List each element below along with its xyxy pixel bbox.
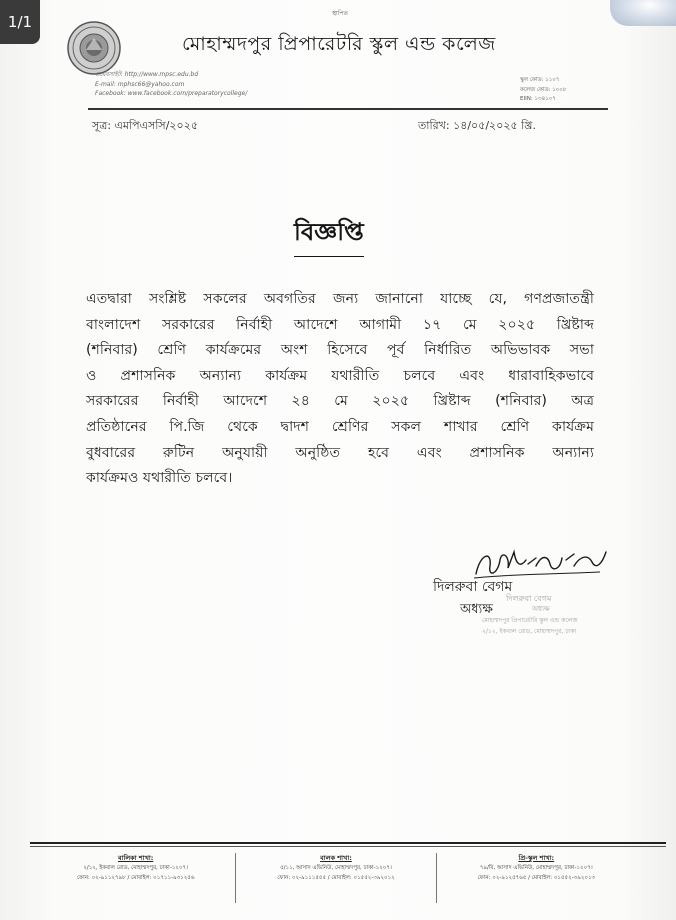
stamp-name: দিলরুবা বেগম — [506, 594, 552, 603]
signatory-name: দিলরুবা বেগম — [433, 579, 513, 595]
top-note: স্থাপিত — [331, 10, 348, 17]
stamp-title: অধ্যক্ষ — [532, 605, 550, 613]
page-counter: 1/1 — [0, 0, 40, 44]
notice-body — [86, 287, 594, 492]
campus-block — [436, 853, 636, 903]
campus-phone: ফোন: ০২-৯১২৫৭৬৫ / মোবাইল: ০১৫৫২-৩৯২০১৩ — [477, 875, 596, 881]
school-code: স্কুল কোড: ১১০৭ — [520, 77, 560, 83]
campus-address: ৫/১১, আসাদ এভিনিউ, মোহাম্মদপুর, ঢাকা-১২০৭। — [280, 865, 392, 871]
stamp-institution: মোহাম্মদপুর প্রিপারেটরি স্কুল এন্ড কলেজ — [482, 617, 578, 624]
corner-object — [610, 0, 676, 26]
campus-name: বালক শাখা: — [320, 854, 352, 862]
reference-number: সূত্র: এমপিএসসি/২০২৫ — [92, 119, 198, 132]
campus-phone: ফোন: ০২-৯১১২৭৯৮ / মোবাইল: ০১৭১১-৯৩১২৫৬ — [76, 875, 195, 881]
header-divider — [88, 108, 608, 110]
body-line: সরকারের নির্বাহী আদেশে ২৪ মে ২০২৫ খ্রিষ্টাব্দ (শনিবার) অত্র — [86, 393, 594, 410]
body-line: প্রতিষ্ঠানের পি.জি থেকে দ্বাদশ শ্রেণির সকল শাখার শ্রেণি কার্যক্রম — [86, 418, 594, 435]
notice-heading: বিজ্ঞপ্তি — [294, 214, 364, 257]
website-text: ওয়েবসাইট: http://www.mpsc.edu.bd — [95, 71, 199, 78]
body-line: এতদ্বারা সংশ্লিষ্ট সকলের অবগতির জন্য জানানো যাচ্ছে যে, গণপ্রজাতন্ত্রী — [86, 291, 594, 307]
footer-divider-thin — [30, 846, 666, 847]
body-line: কার্যক্রমও যথারীতি চলবে। — [86, 470, 233, 487]
campus-name: প্রি-স্কুল শাখা: — [518, 854, 555, 862]
official-stamp — [482, 593, 612, 637]
campus-name: বালিকা শাখা: — [117, 854, 154, 862]
campus-block — [235, 853, 435, 903]
stamp-address: ২/১২, ইকবাল রোড, মোহাম্মদপুর, ঢাকা — [482, 628, 577, 635]
institution-codes — [520, 76, 600, 105]
facebook-text: Facebook: www.facebook.com/preparatorycollege/ — [95, 90, 248, 97]
body-line: বাংলাদেশ সরকারের নির্বাহী আদেশে আগামী ১৭ মে ২০২৫ খ্রিষ্টাব্দ — [86, 316, 594, 333]
contact-info — [95, 70, 325, 99]
campus-phone: ফোন: ০২-৯১১১৫৫৫ / মোবাইল: ০১৫৫২-৩৯২০১২ — [277, 875, 395, 881]
body-line: (শনিবার) শ্রেণি কার্যক্রমের অংশ হিসেবে পূর্ব নির্ধারিত অভিভাবক সভা — [86, 342, 594, 359]
footer-divider — [30, 842, 666, 844]
campus-footer — [36, 853, 636, 903]
school-seal-icon — [66, 20, 122, 76]
body-line: বুধবারের রুটিন অনুযায়ী অনুষ্ঠিত হবে এবং প্রশাসনিক অন্যান্য — [86, 444, 594, 461]
college-code: কলেজ কোড: ১০০৮ — [520, 86, 567, 93]
campus-block — [36, 853, 235, 903]
campus-address: ২/১২, ইকবাল রোড, মোহাম্মদপুর, ঢাকা-১২০৭। — [83, 865, 188, 871]
school-name: মোহাম্মদপুর প্রিপারেটরি স্কুল এন্ড কলেজ — [182, 33, 496, 55]
email-text: E-mail: mphsc66@yahoo.com — [95, 80, 185, 88]
body-line: ও প্রশাসনিক অন্যান্য কার্যক্রম যথারীতি চলবে এবং ধারাবাহিকভাবে — [86, 367, 594, 384]
signatory-title: অধ্যক্ষ — [460, 602, 493, 617]
eiin-code: EIIN: ১৩৪১০৭ — [520, 96, 556, 102]
notice-date: তারিখ: ১৪/০৫/২০২৫ খ্রি. — [418, 119, 536, 132]
campus-address: ৭৯/বি, আসাদ এভিনিউ, মোহাম্মদপুর, ঢাকা-১২০৭। — [479, 865, 593, 871]
